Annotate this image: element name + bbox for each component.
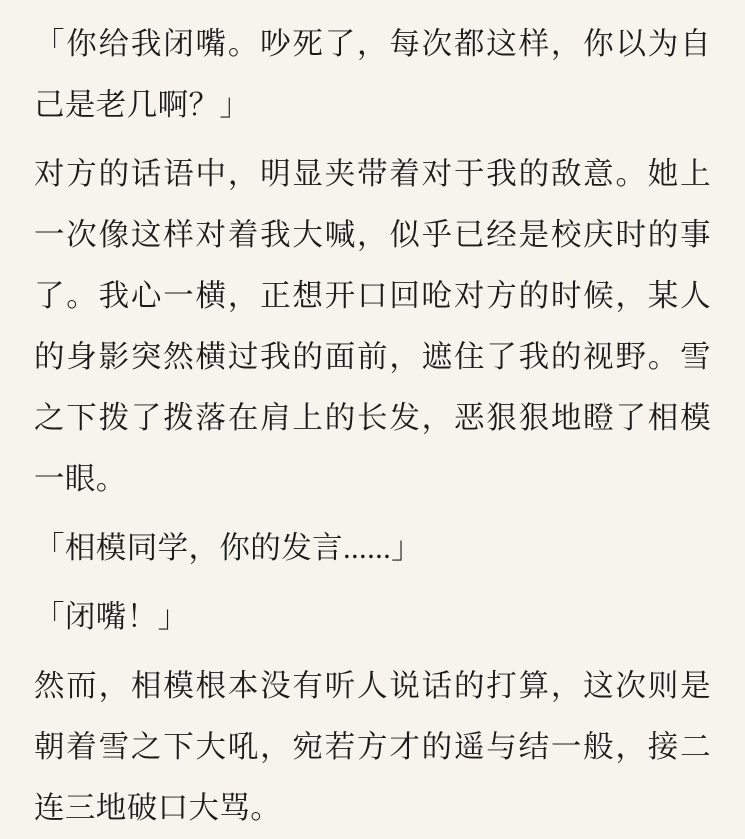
paragraph-narration-2: 然而，相模根本没有听人说话的打算，这次则是朝着雪之下大吼，宛若方才的遥与结一般，接二连三地破口大骂。 bbox=[34, 669, 711, 825]
paragraph-narration-1: 对方的话语中，明显夹带着对于我的敌意。她上一次像这样对着我大喊，似乎已经是校庆时的事了。我心一横，正想开口回呛对方的时候，某人的身影突然横过我的面前，遮住了我的视野。雪之下拨了拨落在肩上的长发，恶狠狠地瞪了相模一眼。 bbox=[34, 157, 711, 496]
paragraph-dialogue-2: 「相模同学，你的发言......」 bbox=[34, 531, 423, 565]
paragraph-dialogue-1: 「你给我闭嘴。吵死了，每次都这样，你以为自己是老几啊？」 bbox=[34, 27, 711, 122]
paragraph-dialogue-3: 「闭嘴！」 bbox=[34, 600, 189, 634]
